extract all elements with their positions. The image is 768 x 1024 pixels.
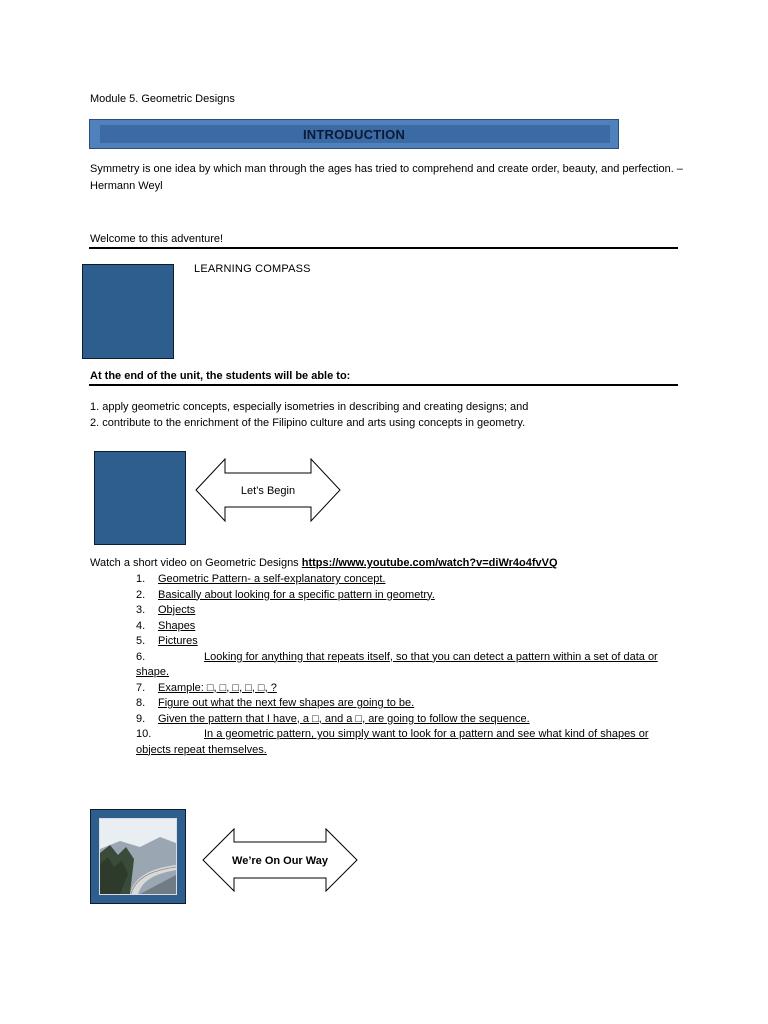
- lets-begin-arrow: [195, 457, 341, 523]
- list-item: [90, 696, 690, 712]
- lets-begin-label: Let’s Begin: [240, 485, 296, 497]
- list-item: [90, 650, 690, 681]
- list-item: [90, 712, 690, 728]
- list-text: Objects: [158, 604, 196, 616]
- introduction-banner: [89, 119, 619, 149]
- were-on-our-way-arrow: [202, 827, 358, 893]
- list-text: Shapes: [158, 619, 196, 632]
- symmetry-quote: Symmetry is one idea by which man through the ages has tried to comprehend and create order, beauty, and perfection. – Hermann Weyl: [90, 163, 683, 192]
- welcome-text: Welcome to this adventure!: [90, 233, 224, 245]
- list-item: [90, 727, 690, 758]
- list-number: 7.: [136, 681, 146, 694]
- list-item: [90, 619, 690, 635]
- mountain-road-photo: [99, 818, 177, 895]
- list-text: Looking for anything that repeats itself, so that you can detect a pattern within a set of data or shape.: [136, 650, 658, 678]
- list-item: [90, 588, 690, 604]
- outcomes-list: [90, 399, 730, 431]
- list-number: 4.: [136, 619, 146, 632]
- list-item: [90, 603, 690, 619]
- watch-video-line: [90, 557, 558, 569]
- list-text: Geometric Pattern- a self-explanatory concept.: [158, 573, 386, 585]
- outcomes-heading: At the end of the unit, the students will be able to:: [90, 370, 351, 382]
- learning-compass-image: [82, 264, 174, 359]
- list-number: 1.: [136, 573, 146, 585]
- list-item: [90, 634, 690, 650]
- were-on-our-way-label: We’re On Our Way: [232, 855, 328, 867]
- list-number: 2.: [136, 588, 146, 601]
- lets-begin-image: [94, 451, 186, 545]
- road-photo-frame: [90, 809, 186, 904]
- mountain-road-illustration: [100, 819, 176, 894]
- list-number: 3.: [136, 604, 146, 616]
- module-title: Module 5. Geometric Designs: [90, 93, 235, 105]
- list-text: Pictures: [158, 635, 198, 647]
- list-number: 9.: [136, 712, 146, 725]
- watch-text: Watch a short video on Geometric Designs: [90, 557, 302, 569]
- outcome-item: 1. apply geometric concepts, especially isometries in describing and creating designs; and: [90, 401, 529, 413]
- list-number: 8.: [136, 697, 146, 709]
- list-number: 6.: [136, 650, 146, 663]
- list-text: In a geometric pattern, you simply want to look for a pattern and see what kind of shapes or objects repeat themselves.: [136, 728, 649, 756]
- list-text: Basically about looking for a specific pattern in geometry.: [158, 588, 435, 601]
- learning-compass-heading: LEARNING COMPASS: [194, 263, 311, 275]
- notes-list: [90, 572, 690, 758]
- list-text: Example: □, □, □, □, □, ?: [158, 681, 277, 694]
- list-text: Given the pattern that I have, a □, and a □, are going to follow the sequence.: [158, 712, 530, 725]
- list-item: [90, 681, 690, 697]
- list-item: [90, 572, 690, 588]
- list-number: 10.: [136, 728, 152, 740]
- introduction-banner-label: INTRODUCTION: [302, 126, 406, 142]
- divider-line: [89, 247, 678, 249]
- youtube-link[interactable]: https://www.youtube.com/watch?v=diWr4o4fvVQ: [301, 557, 558, 569]
- outcome-item: 2. contribute to the enrichment of the Filipino culture and arts using concepts in geometry.: [90, 417, 526, 429]
- list-text: Figure out what the next few shapes are going to be.: [158, 697, 415, 709]
- list-number: 5.: [136, 635, 146, 647]
- divider-line: [89, 384, 678, 386]
